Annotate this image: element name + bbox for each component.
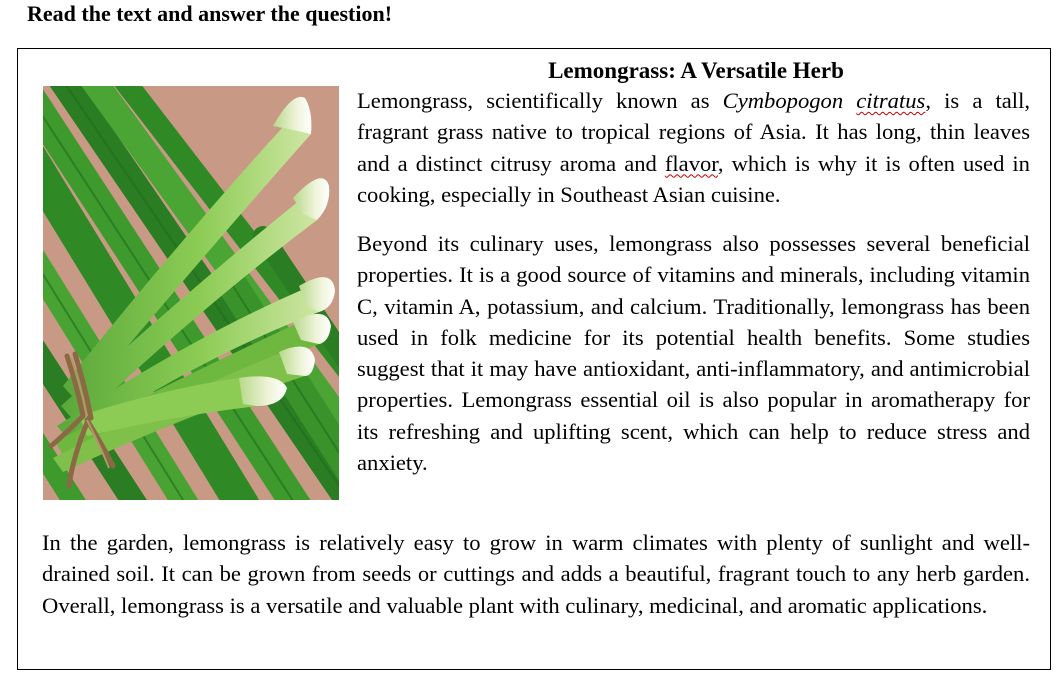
intro-text-1: Lemongrass, scientifically known as [357, 88, 723, 113]
instruction-heading: Read the text and answer the question! [27, 1, 393, 26]
paragraph-garden: In the garden, lemongrass is relatively easy to grow in warm climates with plenty of sunlight and well-drained soil. It can be grown from seeds or cuttings and adds a beautiful, fragrant touch to any herb garden. Overall, lemongrass is a versatile and valuable plant with culinary, medicinal, and aromatic applications. [42, 530, 1030, 618]
spellcheck-flavor: flavor [664, 150, 718, 176]
paragraph-benefits: Beyond its culinary uses, lemongrass also possesses several beneficial properties. It is a good source of vitamins and minerals, including vitamin C, vitamin A, potassium, and calcium. Traditionally, lemongrass has been used in folk medicine for its potential health benefits. Some studies suggest that it may have antioxidant, anti-inflammatory, and antimicrobial properties. Lemongrass essential oil is also popular in aromatherapy for its refreshing and uplifting scent, which can help to reduce stress and anxiety. [357, 231, 1030, 476]
article-box [17, 48, 1051, 670]
intro-text-3: , which is why it is often used in cooking, especially in Southeast Asian cuisine. [357, 150, 1030, 207]
scientific-name-genus: Cymbopogon [722, 88, 844, 113]
lemongrass-photo [43, 86, 339, 500]
scientific-name-space [843, 88, 856, 113]
intro-text-2: , is a tall, fragrant grass native to tropical regions of Asia. It has long, thin leaves and a distinct citrusy aroma and [357, 88, 1030, 176]
scientific-name-species: citratus [856, 88, 926, 113]
paragraph-intro [357, 85, 1030, 210]
article-title: Lemongrass: A Versatile Herb [548, 58, 844, 83]
